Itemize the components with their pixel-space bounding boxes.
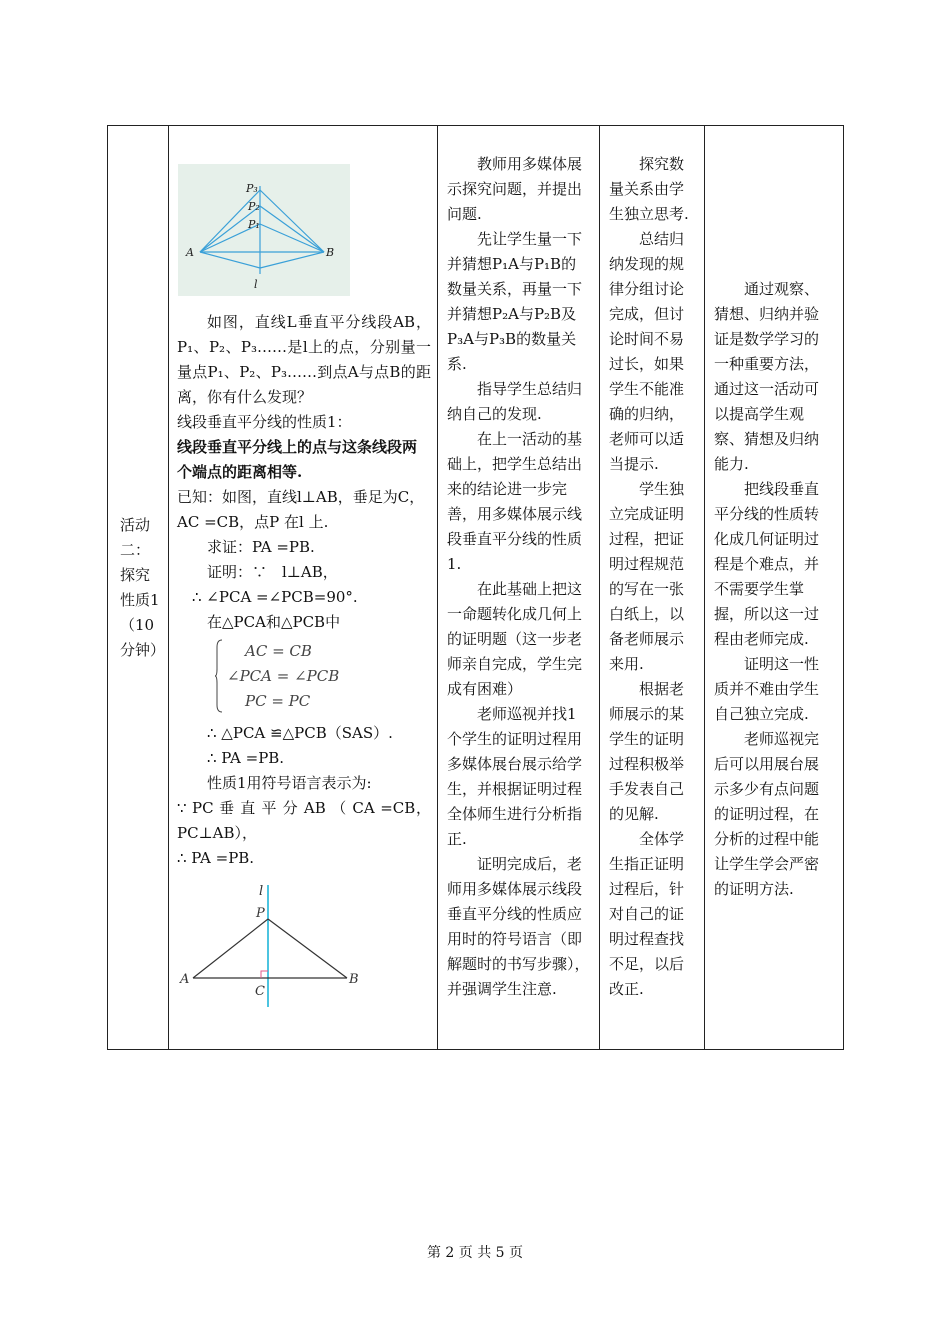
label-p3: P₃ [246,182,258,195]
intent-para-3: 证明这一性质并不难由学生自己独立完成. [714,655,820,723]
teacher-para-4: 在上一活动的基础上，把学生总结出来的结论进一步完善，用多媒体展示线段垂直平分线的性质1. [447,430,583,573]
proof-conclusion: ∴ PA =PB. [207,749,285,767]
student-para-2: 总结归纳发现的规律分组讨论完成，但讨论时间不易过长，如果学生不能准确的归纳，老师可以适当提示. [609,230,685,473]
proof-angle: ∴ ∠PCA =∠PCB=90°. [192,588,358,606]
figure-background [178,164,350,296]
perpendicular-bisector-figure [178,164,350,296]
label-b: B [326,246,335,259]
property-statement: 线段垂直平分线上的点与这条线段两个端点的距离相等. [177,438,418,481]
page-footer: 第 2 页 共 5 页 [426,1245,524,1261]
property-title: 线段垂直平分线的性质1： [177,413,352,431]
label-b: B [349,972,359,987]
brace-icon [215,639,223,713]
proof-start: 证明：∵ l⊥AB， [207,563,338,581]
teacher-para-5: 在此基础上把这一命题转化成几何上的证明题（这一步老师亲自完成，学生完成有困难） [447,580,583,698]
system-row-2: ∠PCA = ∠PCB [227,667,340,685]
symbolic-line: ∵ PC 垂 直 平 分 AB （ CA =CB，PC⊥AB）， [177,799,431,842]
teacher-para-3: 指导学生总结归纳自己的发现. [447,380,583,423]
proof-congruence: ∴ △PCA ≌△PCB（SAS）. [207,724,393,742]
right-angle-mark [261,971,268,978]
content-cell [169,126,438,1050]
known-text: 已知：如图，直线l⊥AB，垂足为C，AC =CB，点P 在l 上. [177,488,425,531]
activity-label: 活动二：探究性质1（10分钟） [120,515,166,659]
intent-para-2: 把线段垂直平分线的性质转化成几何证明过程是个难点，并不需要学生掌握，所以这一过程由老师完成. [714,480,820,648]
proof-in: 在△PCA和△PCB中 [207,613,341,631]
student-para-1: 探究数量关系由学生独立思考. [609,155,689,223]
student-para-5: 全体学生指正证明过程后，针对自己的证明过程查找不足，以后改正. [609,830,685,998]
label-a: A [186,246,194,259]
label-p1: P₁ [248,218,260,231]
equation-system [215,639,431,717]
teacher-para-7: 证明完成后，老师用多媒体展示线段垂直平分线的性质应用时的符号语言（即解题时的书写步骤），并强调学生注意. [447,855,590,998]
student-para-3: 学生独立完成证明过程，把证明过程规范的写在一张白纸上，以备老师展示来用. [609,480,685,673]
teacher-activity-cell [438,126,600,1050]
intent-para-4: 老师巡视完后可以用展台展示多少有点问题的证明过程，在分析的过程中能让学生学会严密的证明方法. [714,730,820,898]
design-intent-cell [705,126,844,1050]
symbolic-conclusion: ∴ PA =PB. [177,849,255,867]
teacher-para-2: 先让学生量一下并猜想P₁A与P₁B的数量关系，再量一下并猜想P₂A与P₂B及P₃A与P₃B的数量关系. [447,230,583,373]
system-row-1: AC = CB [245,642,312,660]
student-activity-cell [600,126,705,1050]
triangle-figure [179,881,379,1011]
label-p2: P₂ [248,200,260,213]
label-c: C [255,984,265,999]
teacher-para-1: 教师用多媒体展示探究问题，并提出问题. [447,155,583,223]
table-row [108,126,844,1050]
activity-cell [108,126,169,1050]
label-a: A [180,972,190,987]
side-pb [268,919,347,978]
symbolic-title: 性质1用符号语言表示为: [207,774,372,792]
lesson-table [107,125,844,1050]
label-l: l [254,278,258,291]
side-pa [193,919,268,978]
label-p: P [256,906,265,921]
system-row-3: PC = PC [245,692,311,710]
student-para-4: 根据老师展示的某学生的证明过程积极举手发表自己的见解. [609,680,685,823]
label-l: l [259,884,264,899]
intent-para-1: 通过观察、猜想、归纳并验证是数学学习的一种重要方法，通过这一活动可以提高学生观察、猜想及归纳能力. [714,280,820,473]
teacher-para-6: 老师巡视并找1个学生的证明过程用多媒体展台展示给学生，并根据证明过程全体师生进行分析指正. [447,705,583,848]
intro-text: 如图，直线L垂直平分线段AB，P₁、P₂、P₃……是l上的点，分别量一量点P₁、P₂、P₃……到点A与点B的距离，你有什么发现？ [177,313,431,406]
prove-text: 求证：PA =PB. [207,538,315,556]
